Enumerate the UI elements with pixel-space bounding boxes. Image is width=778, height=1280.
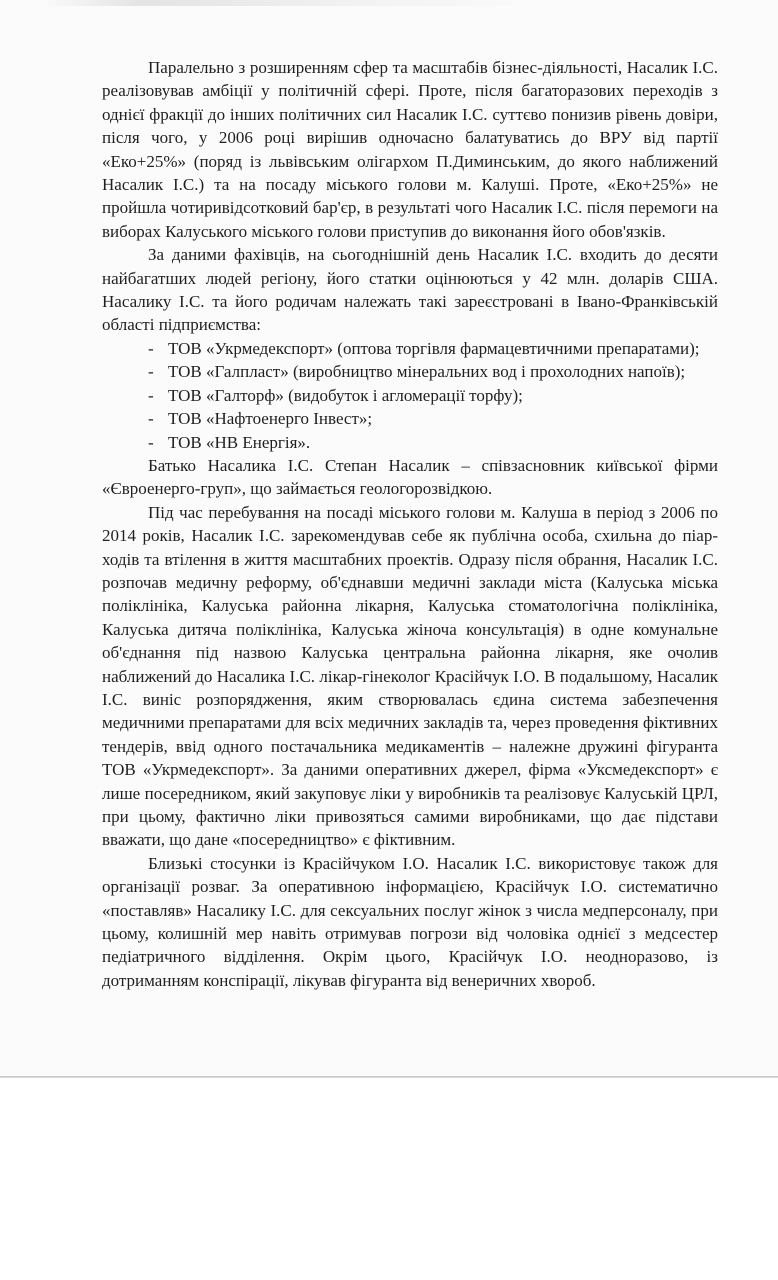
list-item bbox=[148, 431, 718, 454]
list-dash: - bbox=[148, 338, 154, 358]
paragraph-relations: Близькі стосунки із Красійчуком І.О. Насалик І.С. використовує також для організації розваг. За оперативною інформацією, Красійчук І.О. систематично «поставляв» Насалику І.С. для сексуальних послуг жінок з числа медперсоналу, при цьому, колишній мер навіть отримував погрози від чоловіка однієї з медсестер педіатричного відділення. Окрім цього, Красійчук І.О. неодноразово, із дотриманням конспірації, лікував фігуранта від венеричних хвороб. bbox=[102, 853, 718, 990]
paragraph-political-ambitions: Паралельно з розширенням сфер та масштабів бізнес-діяльності, Насалик І.С. реалізовував амбіції у політичній сфері. Проте, після багаторазових переходів з однієї фракції до інших політичних сил Насалик І.С. суттєво понизив рівень довіри, після чого, у 2006 році вирішив одночасно балатуватись до ВРУ від партії «Еко+25%» (поряд із львівським олігархом П.Диминським, до якого наближений Насалик І.С.) та на посаду міського голови м. Калуші. Проте, «Еко+25%» не пройшла чотиривідсотковий бар'єр, в результаті чого Насалик І.С. після перемоги на виборах Калуського міського голови приступив до виконання його обов'язків. bbox=[102, 58, 718, 241]
page-edge bbox=[0, 1076, 778, 1077]
list-dash: - bbox=[148, 409, 154, 429]
paragraph-mayor-term: Під час перебування на посаді міського голови м. Калуша в період з 2006 по 2014 років, Насалик І.С. зарекомендував себе як публічна особа, схильна до піар-ходів та втілення в життя масштабних проектів. Одразу після обрання, Насалик І.С. розпочав медичну реформу, об'єднавши медичні заклади міста (Калуська міська поліклініка, Калуська районна лікарня, Калуська стоматологічна поліклініка, Калуська дитяча поліклініка, Калуська жіноча консультація) в одне комунальне об'єднання під назвою Калуська центральна районна лікарня, яке очолив наближений до Насалика І.С. лікар-гінеколог Красійчук І.О. В подальшому, Насалик І.С. виніс розпорядження, яким створювалась єдина система забезпечення медичними препаратами для всіх медичних закладів та, через проведення фіктивних тендерів, ввід одного постачальника медикаментів – належне дружині фігуранта ТОВ «Укрмедекспорт». За даними оперативних джерел, фірма «Уксмедекспорт» є лише посередником, який закуповує ліки у виробників та реалізовує Калуській ЦРЛ, при цьому, фактично ліки привозяться самими виробниками, що дає підстави вважати, що дане «посередництво» є фіктивним. bbox=[102, 502, 718, 850]
company-text: ТОВ «Галпласт» (виробництво мінеральних вод і прохолодних напоїв); bbox=[168, 362, 686, 382]
list-item bbox=[148, 407, 718, 430]
company-text: ТОВ «Галторф» (видобуток і агломерації торфу); bbox=[168, 385, 523, 405]
document-body bbox=[102, 56, 718, 992]
list-dash: - bbox=[148, 432, 154, 452]
list-dash: - bbox=[148, 385, 154, 405]
company-text: ТОВ «Нафтоенерго Інвест»; bbox=[168, 409, 373, 429]
paragraph-father: Батько Насалика І.С. Степан Насалик – співзасновник київської фірми «Євроенерго-груп», що займається геологорозвідкою. bbox=[102, 455, 718, 499]
company-text: ТОВ «НВ Енергія». bbox=[168, 432, 311, 452]
paragraph-wealth: За даними фахівців, на сьогоднішній день Насалик І.С. входить до десяти найбагатших людей регіону, його статки оцінюються у 42 млн. доларів США. Насалику І.С. та його родичам належать такі зареєстровані в Івано-Франківській області підприємства: bbox=[102, 245, 718, 335]
list-dash: - bbox=[148, 362, 154, 382]
scan-artifact bbox=[40, 0, 540, 6]
list-item bbox=[148, 360, 718, 383]
companies-list bbox=[102, 337, 718, 454]
company-text: ТОВ «Укрмедекспорт» (оптова торгівля фармацевтичними препаратами); bbox=[168, 338, 700, 358]
list-item bbox=[148, 384, 718, 407]
list-item bbox=[148, 337, 718, 360]
